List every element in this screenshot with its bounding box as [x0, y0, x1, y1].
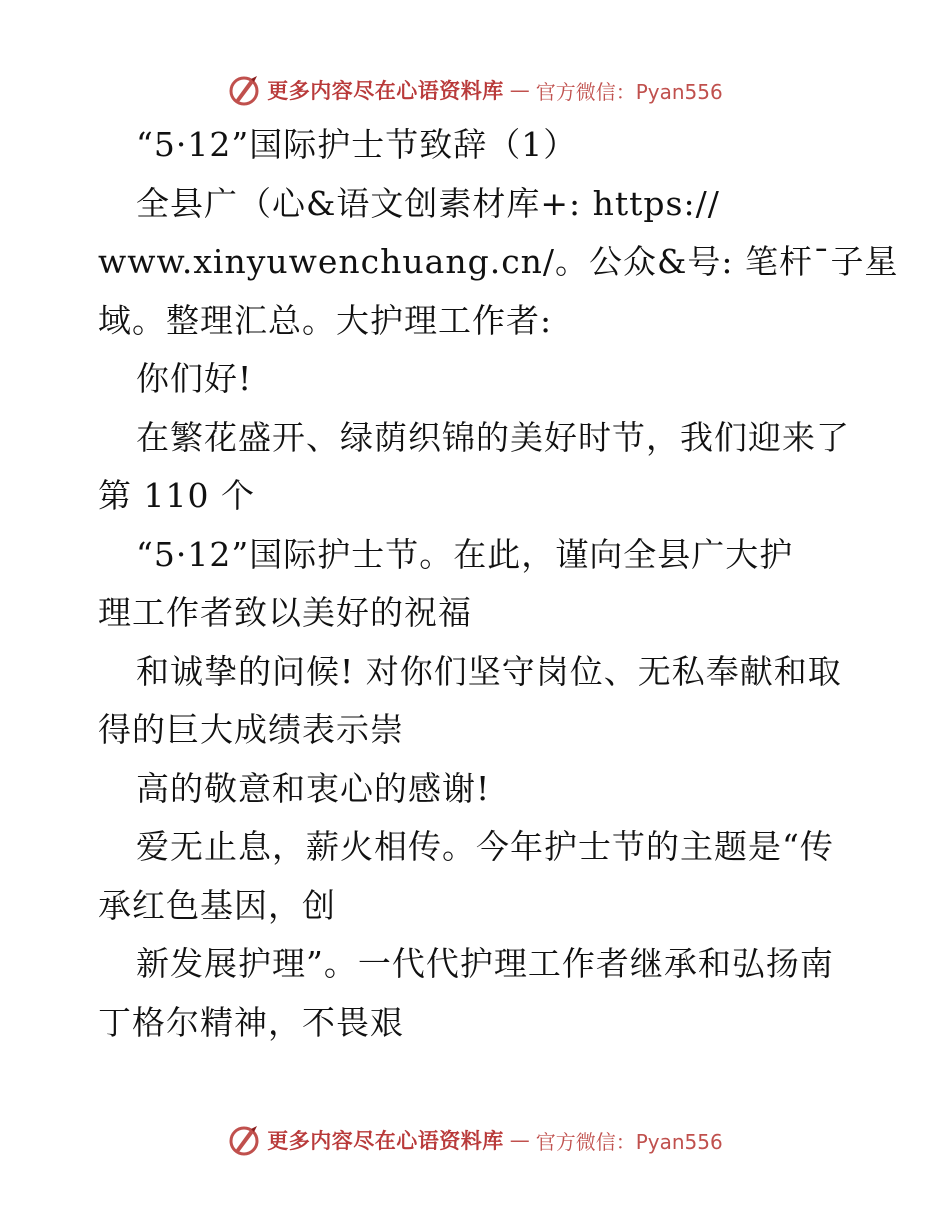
paragraph-line: 在繁花盛开、绿荫织锦的美好时节，我们迎来了	[136, 417, 850, 457]
footer-banner	[0, 1120, 950, 1160]
paragraph-line: 全县广（心&语文创素材库+: https://	[136, 183, 720, 223]
header-banner	[0, 70, 950, 110]
document-title: “5·12”国际护士节致辞（1）	[136, 125, 578, 164]
header-banner-separator: —	[509, 78, 530, 102]
paragraph-line: 你们好!	[136, 359, 253, 398]
paragraph-line: 和诚挚的问候! 对你们坚守岗位、无私奉献和取	[136, 651, 842, 691]
paragraph-line: www.xinyuwenchuang.cn/。公众&号: 笔杆¯子星	[98, 242, 899, 281]
footer-banner-wechat: 官方微信：Pyan556	[535, 1129, 723, 1154]
quill-logo-icon	[227, 1123, 261, 1157]
paragraph-line: “5·12”国际护士节。在此，谨向全县广大护	[136, 534, 794, 574]
footer-banner-text: 更多内容尽在心语资料库	[267, 1128, 504, 1153]
paragraph-line: 承红色基因，创	[98, 885, 336, 925]
paragraph-line: 理工作者致以美好的祝福	[98, 593, 472, 632]
quill-logo-icon	[227, 73, 261, 107]
paragraph-line: 第 110 个	[98, 476, 255, 515]
header-banner-wechat: 官方微信：Pyan556	[535, 79, 723, 104]
paragraph-line: 域。整理汇总。大护理工作者:	[98, 300, 553, 340]
footer-banner-separator: —	[509, 1128, 530, 1152]
paragraph-line: 爱无止息，薪火相传。今年护士节的主题是“传	[136, 827, 834, 866]
paragraph-line: 得的巨大成绩表示崇	[98, 710, 404, 749]
document-body	[98, 116, 899, 1052]
header-banner-text: 更多内容尽在心语资料库	[267, 78, 504, 103]
paragraph-line: 新发展护理”。一代代护理工作者继承和弘扬南	[136, 944, 834, 983]
paragraph-line: 高的敬意和衷心的感谢!	[136, 768, 491, 808]
paragraph-line: 丁格尔精神，不畏艰	[98, 1002, 404, 1042]
